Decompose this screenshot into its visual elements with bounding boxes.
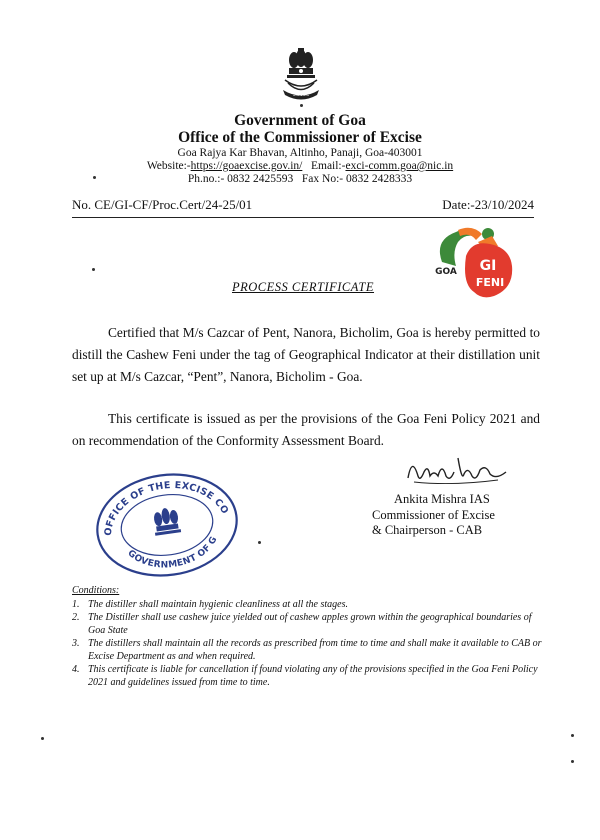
fax-number: Fax No:- 0832 2428333 bbox=[301, 173, 413, 185]
certificate-paragraph-2: This certificate is issued as per the provisions of the Goa Feni Policy 2021 and on recommendation of the Conformity Assessment Board. bbox=[72, 411, 540, 448]
email-label: Email:- bbox=[310, 160, 346, 172]
scan-speck bbox=[258, 541, 261, 544]
logo-goa-text: GOA bbox=[435, 267, 457, 277]
reference-line bbox=[72, 197, 534, 218]
office-address: Goa Rajya Kar Bhavan, Altinho, Panaji, Goa-403001 bbox=[177, 147, 423, 159]
certificate-title: PROCESS CERTIFICATE bbox=[232, 280, 375, 294]
signatory-block bbox=[372, 492, 495, 539]
contact-phone-fax bbox=[0, 173, 600, 185]
scan-speck bbox=[300, 104, 303, 107]
state-emblem-icon bbox=[281, 46, 321, 106]
scan-speck bbox=[571, 734, 574, 737]
certificate-paragraph-1: Certified that M/s Cazcar of Pent, Nanora, Bicholim, Goa is hereby permitted to distill the Cashew Feni under the tag of Geographical Indicator at their distillation unit set up at M/s Cazcar, “Pent”, Nanora, Bicholim - Goa. bbox=[72, 325, 540, 384]
goa-gi-feni-logo-icon bbox=[428, 222, 520, 302]
signature-scribble bbox=[402, 452, 512, 488]
excise-commissioner-seal bbox=[88, 470, 246, 580]
email-link[interactable]: exci-comm.goa@nic.in bbox=[345, 160, 454, 172]
logo-feni-text: FENI bbox=[475, 276, 505, 289]
reference-number: No. CE/GI-CF/Proc.Cert/24-25/01 bbox=[72, 197, 253, 212]
office-title: Office of the Commissioner of Excise bbox=[178, 129, 422, 146]
conditions-list bbox=[72, 598, 542, 689]
scan-speck bbox=[571, 760, 574, 763]
signatory-role: & Chairperson - CAB bbox=[372, 523, 483, 537]
signatory-name: Ankita Mishra IAS bbox=[394, 492, 490, 506]
list-item: 2. The Distiller shall use cashew juice yielded out of cashew apples grown within the geographical boundaries of Goa State bbox=[72, 612, 532, 636]
list-item: 3. The distillers shall maintain all the records as prescribed from time to time and shall make it available to CAB or Excise Department as and when required. bbox=[72, 638, 542, 662]
contact-web-email bbox=[0, 160, 600, 172]
scan-speck bbox=[92, 268, 95, 271]
certificate-date: Date:-23/10/2024 bbox=[442, 197, 534, 212]
scan-speck bbox=[93, 176, 96, 179]
svg-text:~~~~~: ~~~~~ bbox=[292, 93, 310, 98]
conditions-heading: Conditions: bbox=[72, 585, 120, 596]
website-label: Website:- bbox=[146, 160, 191, 172]
seal-top-text: OFFICE OF THE EXCISE COMMISSIONER bbox=[102, 480, 231, 537]
list-item: 1. The distiller shall maintain hygienic cleanliness at all the stages. bbox=[72, 599, 348, 610]
seal-bottom-text: GOVERNMENT OF GOA bbox=[125, 535, 220, 571]
list-item: 4. This certificate is liable for cancellation if found violating any of the provisions specified in the Goa Feni Policy 2021 and guidelines issued from time to time. bbox=[72, 664, 538, 688]
logo-gi-text: GI bbox=[479, 258, 497, 274]
website-link[interactable]: https://goaexcise.gov.in/ bbox=[190, 160, 303, 172]
signatory-designation: Commissioner of Excise bbox=[372, 507, 495, 522]
scan-speck bbox=[41, 737, 44, 740]
government-title: Government of Goa bbox=[234, 112, 366, 129]
phone-number: Ph.no.:- 0832 2425593 bbox=[187, 173, 294, 185]
